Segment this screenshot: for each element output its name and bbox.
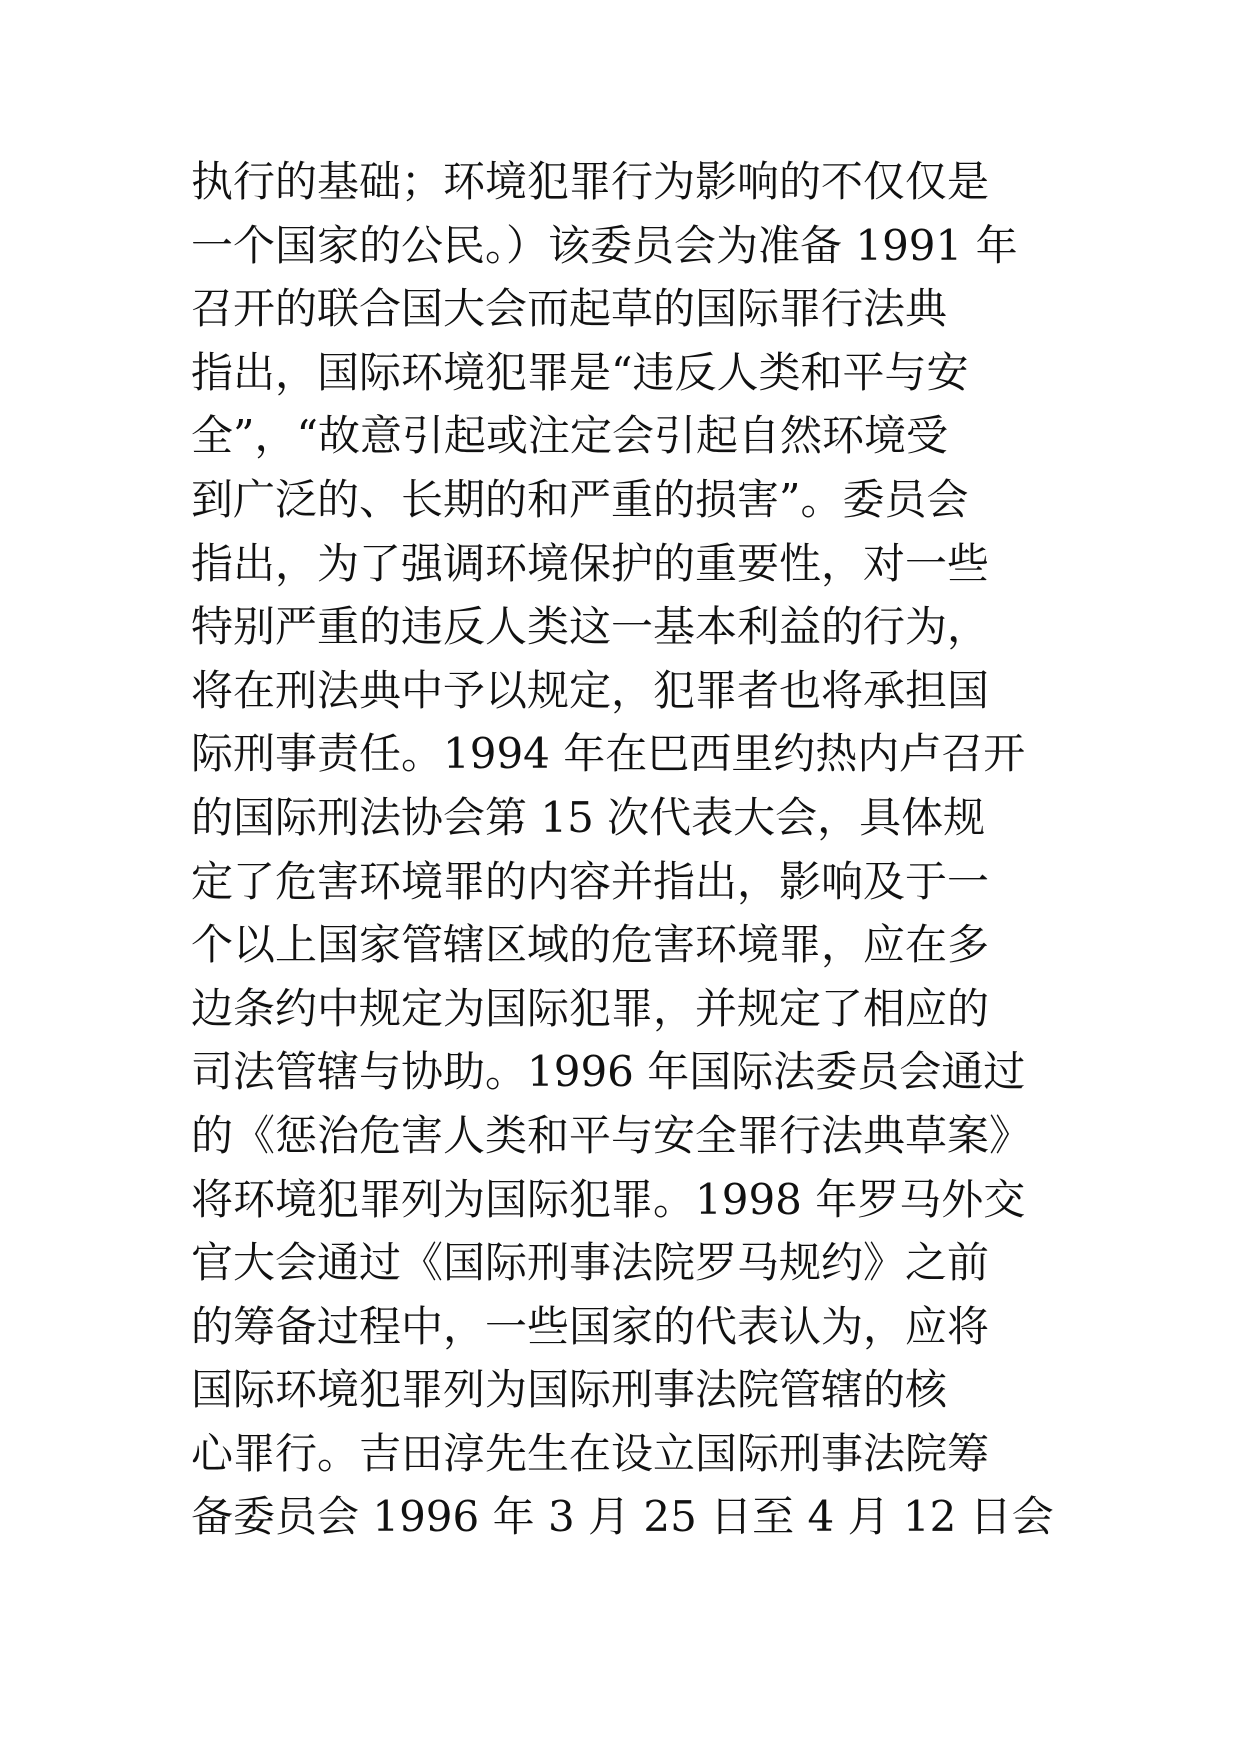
body-text [191,150,1071,1549]
text-line: 官大会通过《国际刑事法院罗马规约》之前 [191,1238,990,1288]
text-line: 际刑事责任。1994 年在巴西里约热内卢召开 [191,729,1026,779]
text-line: 定了危害环境罪的内容并指出，影响及于一 [191,856,990,906]
text-line: 到广泛的、长期的和严重的损害”。委员会 [191,474,969,524]
text-line: 国际环境犯罪列为国际刑事法院管辖的核 [191,1365,948,1415]
text-line: 边条约中规定为国际犯罪，并规定了相应的 [191,983,990,1033]
text-line: 司法管辖与协助。1996 年国际法委员会通过 [191,1047,1026,1097]
text-line: 心罪行。吉田淳先生在设立国际刑事法院筹 [191,1428,990,1478]
text-line: 召开的联合国大会而起草的国际罪行法典 [191,284,948,334]
text-line: 执行的基础；环境犯罪行为影响的不仅仅是 [191,157,990,206]
text-line: 的国际刑法协会第 15 次代表大会，具体规 [191,792,986,842]
text-line: 将在刑法典中予以规定，犯罪者也将承担国 [191,665,990,715]
text-line: 个以上国家管辖区域的危害环境罪，应在多 [191,920,990,970]
text-line: 特别严重的违反人类这一基本利益的行为， [191,602,990,652]
text-line: 的《惩治危害人类和平与安全罪行法典草案》 [191,1110,1032,1160]
text-line: 备委员会 1996 年 3 月 25 日至 4 月 12 日会 [191,1492,1054,1542]
text-line: 指出，国际环境犯罪是“违反人类和平与安 [191,347,969,397]
text-line: 一个国家的公民。）该委员会为准备 1991 年 [191,220,1018,270]
text-line: 全”，“故意引起或注定会引起自然环境受 [191,411,948,461]
text-line: 指出，为了强调环境保护的重要性，对一些 [191,538,990,588]
text-line: 将环境犯罪列为国际犯罪。1998 年罗马外交 [191,1174,1026,1224]
text-line: 的筹备过程中，一些国家的代表认为，应将 [191,1301,990,1351]
